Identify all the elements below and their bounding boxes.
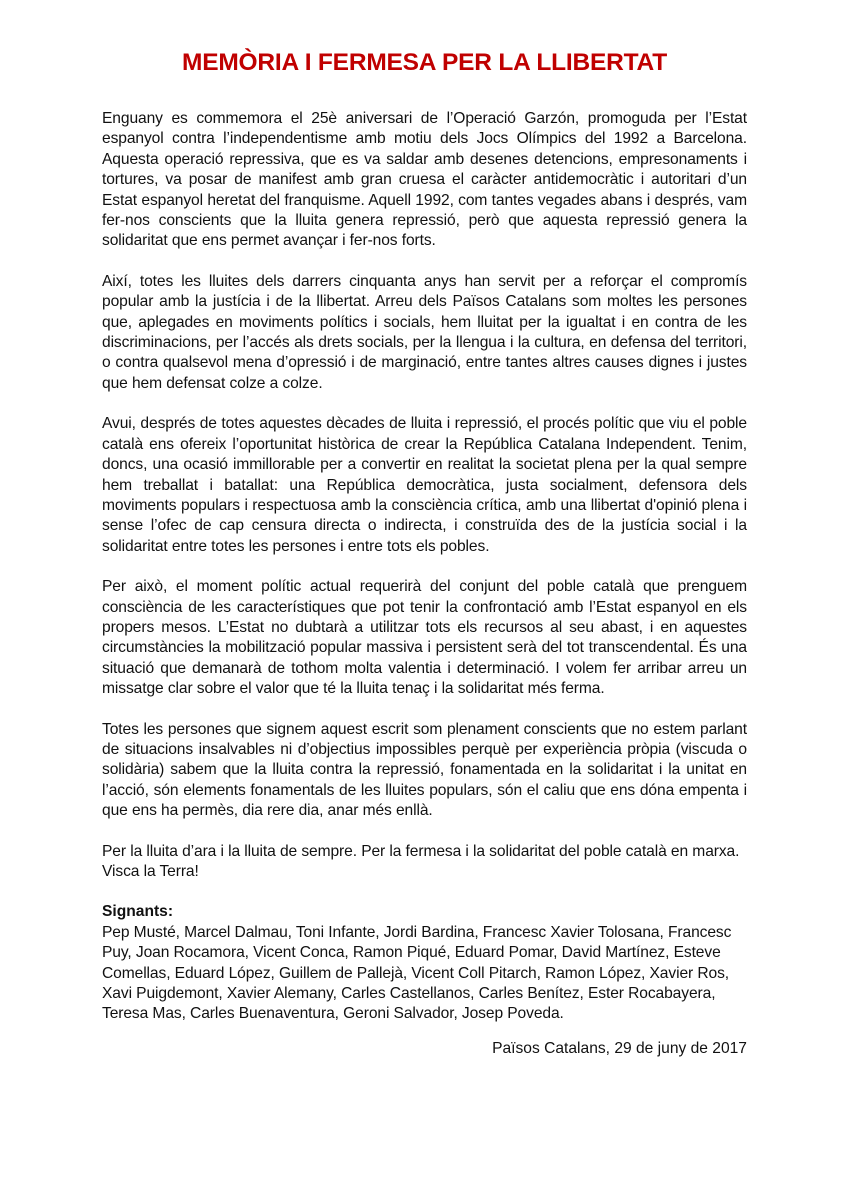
place-date: Països Catalans, 29 de juny de 2017	[492, 1039, 747, 1057]
paragraph-5: Totes les persones que signem aquest escrit som plenament conscients que no estem parlant de situacions insalvables ni d’objectius impossibles perquè per experiència pròpia (viscuda o solidària) sabem que la lluita contra la repressió, fonamentada en la solidaritat i la unitat en l’acció, són elements fonamentals de les lluites populars, són el caliu que ens dóna empenta i que ens ha permès, dia rere dia, anar més enllà.	[102, 720, 747, 820]
document-title: MEMÒRIA I FERMESA PER LA LLIBERTAT	[182, 49, 667, 76]
signants-heading: Signants:	[102, 903, 174, 921]
paragraph-3: Avui, després de totes aquestes dècades de lluita i repressió, el procés polític que viu el poble català ens ofereix l’oportunitat històrica de crear la República Catalana Independent. Tenim, doncs, una ocasió immillorable per a convertir en realitat la societat plena per la qual sempre hem treballat i batallat: una República democràtica, justa socialment, defensora dels moviments populars i respectuosa amb la consciència crítica, amb una llibertat d'opinió plena i sense l’ofec de cap censura directa o indirecta, i construïda des de la justícia social i la solidaritat entre totes les persones i entre tots els pobles.	[102, 415, 747, 555]
paragraph-4: Per això, el moment polític actual requerirà del conjunt del poble català que prenguem consciència de les característiques que pot tenir la confrontació amb l’Estat espanyol en els propers mesos. L’Estat no dubtarà a utilitzar tots els recursos al seu abast, i en aquestes circumstàncies la mobilització popular massiva i persistent serà del tot transcendental. És una situació que demanarà de tothom molta valentia i determinació. I volem fer arribar arreu un missatge clar sobre el valor que té la lluita tenaç i la solidaritat més ferma.	[102, 578, 747, 698]
paragraph-2: Així, totes les lluites dels darrers cinquanta anys han servit per a reforçar el compromís popular amb la justícia i de la llibertat. Arreu dels Països Catalans som moltes les persones que, aplegades en moviments polítics i socials, hem lluitat per la igualtat i en contra de les discriminacions, per l’accés als drets socials, per la llengua i la cultura, en defensa del territori, o contra qualsevol mena d’opressió i de marginació, entre tantes altres causes dignes i justes que hem defensat colze a colze.	[102, 272, 747, 392]
paragraph-6: Per la lluita d’ara i la lluita de sempre. Per la fermesa i la solidaritat del poble català en marxa. Visca la Terra!	[102, 842, 740, 880]
document-page	[102, 48, 747, 1059]
paragraph-1: Enguany es commemora el 25è aniversari de l’Operació Garzón, promoguda per l’Estat espanyol contra l’independentisme amb motiu dels Jocs Olímpics del 1992 a Barcelona. Aquesta operació repressiva, que es va saldar amb desenes detencions, empresonaments i tortures, va posar de manifest amb gran cruesa el caràcter antidemocràtic i autoritari d’un Estat espanyol heretat del franquisme. Aquell 1992, com tantes vegades abans i després, vam fer-nos conscients que la lluita genera repressió, però que aquesta repressió genera la solidaritat que ens permet avançar i fer-nos forts.	[102, 110, 747, 250]
signants-list: Pep Musté, Marcel Dalmau, Toni Infante, Jordi Bardina, Francesc Xavier Tolosana, Francesc Puy, Joan Rocamora, Vicent Conca, Ramon Piqué, Eduard Pomar, David Martínez, Esteve Comellas, Eduard López, Guillem de Pallejà, Vicent Coll Pitarch, Ramon López, Xavier Ros, Xavi Puigdemont, Xavier Alemany, Carles Castellanos, Carles Benítez, Ester Rocabayera, Teresa Mas, Carles Buenaventura, Geroni Salvador, Josep Poveda.	[102, 923, 732, 1023]
